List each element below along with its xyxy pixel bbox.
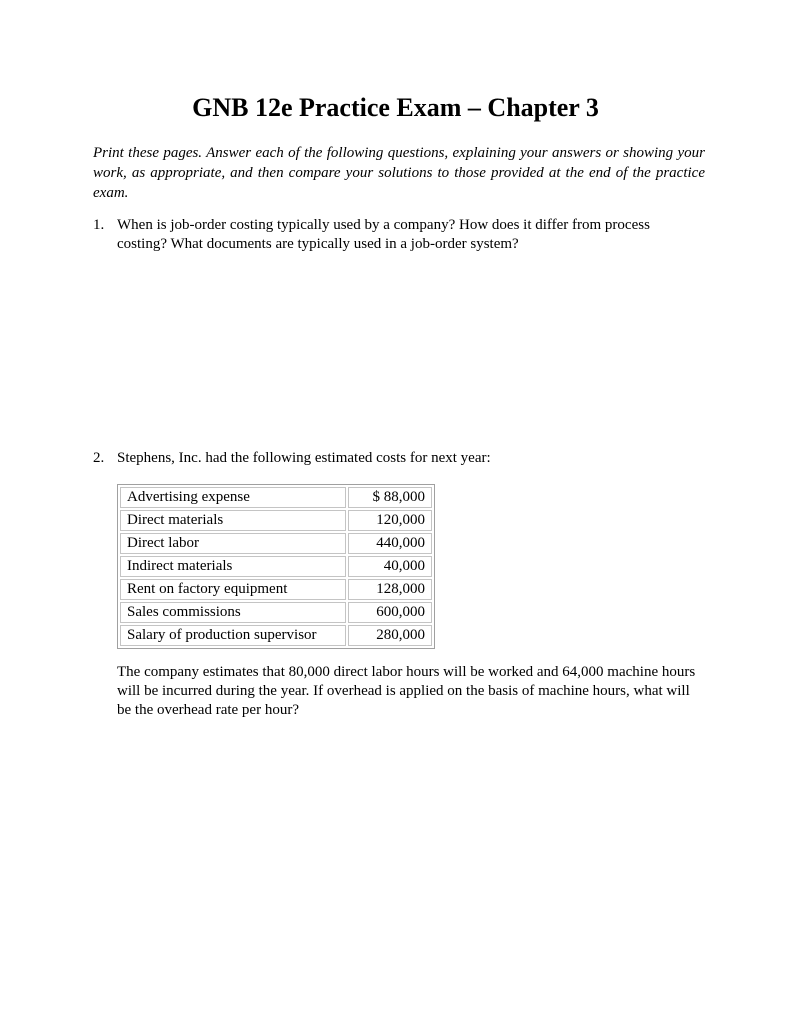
question-1: [93, 216, 693, 254]
cost-item: Direct labor: [120, 533, 346, 554]
cost-item: Direct materials: [120, 510, 346, 531]
question-text: When is job-order costing typically used by a company? How does it differ from process costing? What documents are typically used in a job-order system?: [117, 217, 650, 252]
cost-item: Advertising expense: [120, 487, 346, 508]
cost-amount: 40,000: [348, 556, 432, 577]
cost-amount: $ 88,000: [348, 487, 432, 508]
table-row: [120, 533, 432, 554]
cost-item: Indirect materials: [120, 556, 346, 577]
cost-item: Salary of production supervisor: [120, 625, 346, 646]
table-row: [120, 602, 432, 623]
estimated-costs-table: [117, 484, 435, 649]
question-number: 2.: [93, 450, 105, 466]
cost-amount: 440,000: [348, 533, 432, 554]
cost-amount: 600,000: [348, 602, 432, 623]
page-title: GNB 12e Practice Exam – Chapter 3: [192, 93, 599, 122]
table-row: [120, 487, 432, 508]
instructions: Print these pages. Answer each of the following questions, explaining your answers or showing your work, as appropriate, and then compare your solutions to those provided at the end of the practice exam.: [93, 145, 705, 201]
cost-amount: 280,000: [348, 625, 432, 646]
cost-amount: 120,000: [348, 510, 432, 531]
cost-item: Sales commissions: [120, 602, 346, 623]
question-number: 1.: [93, 217, 105, 233]
cost-amount: 128,000: [348, 579, 432, 600]
cost-item: Rent on factory equipment: [120, 579, 346, 600]
table-row: [120, 579, 432, 600]
table-row: [120, 556, 432, 577]
question-2: [93, 449, 693, 468]
table-row: [120, 510, 432, 531]
question-text: Stephens, Inc. had the following estimated costs for next year:: [117, 450, 491, 466]
question-2-followup: The company estimates that 80,000 direct labor hours will be worked and 64,000 machine hours will be incurred during the year. If overhead is applied on the basis of machine hours, what will be the overhead rate per hour?: [117, 664, 696, 718]
table-row: [120, 625, 432, 646]
